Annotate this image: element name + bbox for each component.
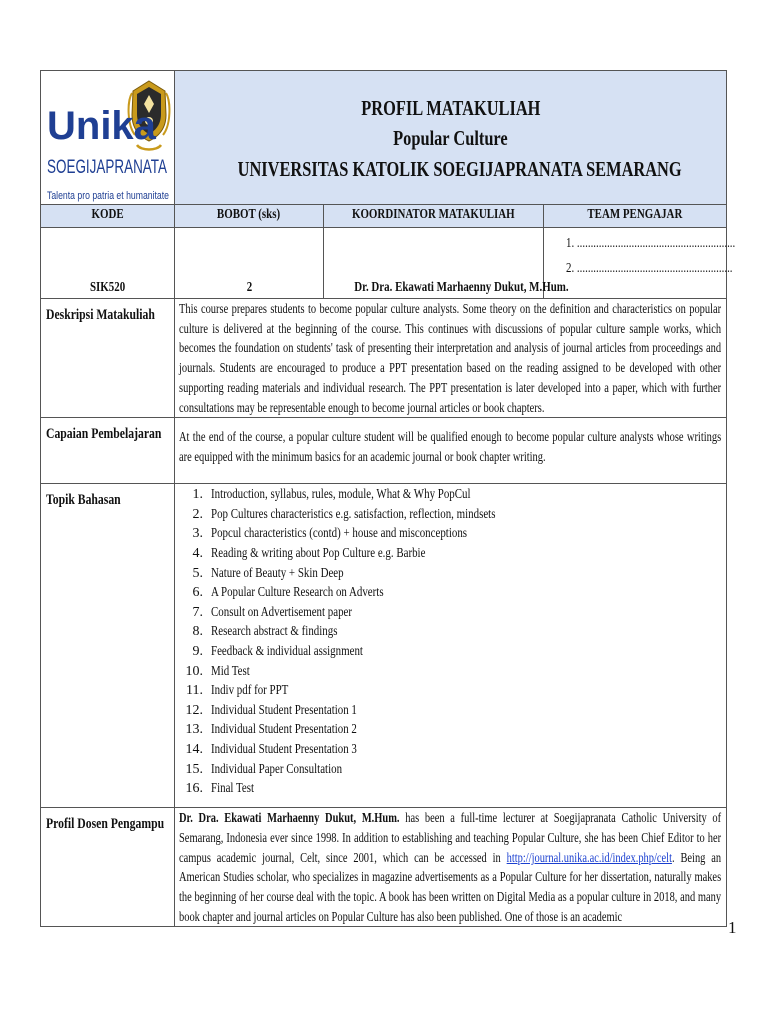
topic-item: 11. Indiv pdf for PPT	[186, 683, 289, 699]
topik-label: Topik Bahasan	[46, 492, 121, 509]
title-cell	[175, 71, 727, 205]
topik-cell	[175, 484, 727, 808]
capaian-cell	[175, 418, 727, 484]
svg-text:SOEGIJAPRANATA: SOEGIJAPRANATA	[47, 157, 168, 178]
logo-cell	[41, 71, 175, 205]
course-profile-document	[40, 70, 736, 927]
svg-text:Unika: Unika	[47, 104, 156, 148]
capaian-label-cell	[41, 418, 175, 484]
course-credits-cell	[175, 228, 324, 299]
topic-item: 12. Individual Student Presentation 1	[185, 702, 357, 718]
topic-item: 6. A Popular Culture Research on Adverts	[192, 585, 384, 601]
deskripsi-text: This course prepares students to become popular culture analysts. Some theory on the definition and characteristics on popular culture is delivered at the beginning of the course. This continues with discussions of popular culture sample works, which becomes the foundation on students' task of presenting their interpretation and analysis of journal articles from proceedings and journals. Students are encouraged to produce a PPT presentation based on the reading assigned to be developed with other supporting reading materials and individual research. The PPT presentation is later developed into a paper, which with further consultations may be representable enough to become journal articles or book chapters.	[179, 301, 722, 415]
header-team: TEAM PENGAJAR	[544, 205, 727, 228]
topic-item: 8. Research abstract & findings	[192, 624, 338, 640]
deskripsi-label-cell	[41, 299, 175, 418]
journal-link[interactable]: http://journal.unika.ac.id/index.php/celt	[506, 849, 672, 865]
team-member-2: 2. .........................................................	[566, 261, 733, 276]
unika-logo	[41, 71, 175, 204]
topic-item: 5. Nature of Beauty + Skin Deep	[192, 565, 344, 581]
header-kode: KODE	[41, 205, 175, 228]
deskripsi-cell	[175, 299, 727, 418]
header-bobot: BOBOT (sks)	[175, 205, 324, 228]
university-name: UNIVERSITAS KATOLIK SOEGIJAPRANATA SEMARANG	[237, 157, 682, 181]
topic-item: 10. Mid Test	[185, 663, 250, 679]
coordinator-cell	[324, 228, 569, 299]
topic-item: 14. Individual Student Presentation 3	[185, 741, 357, 757]
team-member-1: 1. ..........................................................	[566, 236, 736, 251]
profil-cell	[175, 808, 727, 927]
topic-item: 3. Popcul characteristics (contd) + house and misconceptions	[192, 526, 468, 542]
course-code-cell	[41, 228, 175, 299]
svg-text:Talenta pro patria et humanita: Talenta pro patria et humanitate	[47, 190, 169, 202]
course-name: Popular Culture	[393, 126, 508, 150]
profil-text: Dr. Dra. Ekawati Marhaenny Dukut, M.Hum. has been a full-time lecturer at Soegijapranata Catholic University of Semarang, Indonesia ever since 1998. In addition to establishing and teaching Popular Culture, she has been Chief Editor to her campus academic journal, Celt, since 2001, which can be accessed in http://journal.unika.ac.id/index.php/celt. Being an American Studies scholar, who specializes in magazine advertisements as a Popular Culture for her dissertation, naturally makes the beginning of her course deal with the topic. A book has been written on Digital Media as a popular culture in 2018, and many book chapter and journal articles on Popular Culture has also been published. One of those is an academic	[179, 810, 722, 924]
topic-item: 4. Reading & writing about Pop Culture e.g. Barbie	[192, 546, 426, 561]
capaian-label: Capaian Pembelajaran	[46, 426, 162, 443]
topic-item: 1. Introduction, syllabus, rules, module, What & Why PopCul	[192, 487, 471, 503]
topic-item: 16. Final Test	[185, 781, 255, 797]
capaian-text: At the end of the course, a popular culture student will be qualified enough to become popular culture analysts whose writings are equipped with the minimum basics for an academic journal or book chapter writing.	[179, 429, 722, 464]
course-credits: 2	[246, 280, 252, 295]
topic-item: 7. Consult on Advertisement paper	[192, 604, 353, 620]
course-profile-table	[40, 70, 736, 927]
course-code: SIK520	[89, 280, 126, 295]
team-cell	[544, 228, 736, 299]
coordinator-name: Dr. Dra. Ekawati Marhaenny Dukut, M.Hum.	[354, 280, 569, 295]
document-title: PROFIL MATAKULIAH	[360, 96, 541, 120]
topic-list	[175, 485, 726, 799]
header-koordinator: KOORDINATOR MATAKULIAH	[324, 205, 544, 228]
topic-item: 15. Individual Paper Consultation	[185, 761, 343, 777]
profil-label-cell	[41, 808, 175, 927]
profil-label: Profil Dosen Pengampu	[46, 816, 165, 833]
topic-item: 2. Pop Cultures characteristics e.g. satisfaction, reflection, mindsets	[192, 506, 496, 522]
topic-item: 9. Feedback & individual assignment	[192, 643, 363, 659]
page-number: 1	[728, 918, 737, 937]
topic-item: 13. Individual Student Presentation 2	[185, 722, 357, 738]
lecturer-name: Dr. Dra. Ekawati Marhaenny Dukut, M.Hum.	[179, 810, 400, 826]
topik-label-cell	[41, 484, 175, 808]
deskripsi-label: Deskripsi Matakuliah	[46, 307, 155, 323]
